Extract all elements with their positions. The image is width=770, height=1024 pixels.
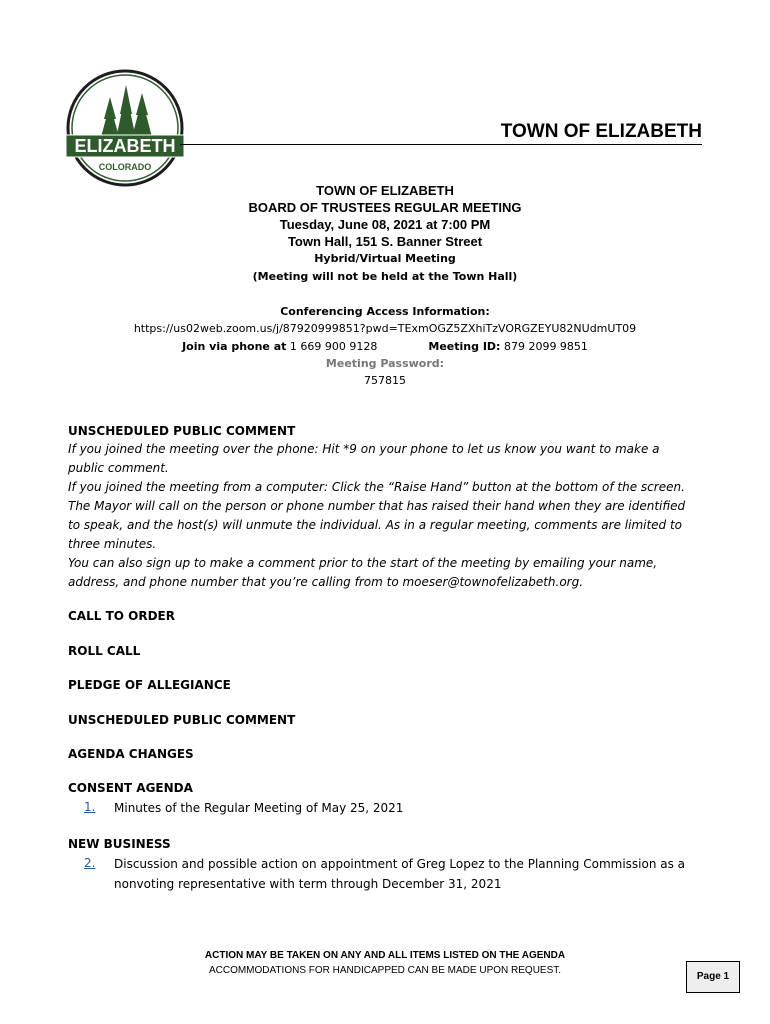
meeting-town: TOWN OF ELIZABETH <box>316 183 454 198</box>
zoom-link[interactable]: https://us02web.zoom.us/j/87920999851?pwd=TExmOGZ5ZXhiTzVORGZEYU82NUdmUT09 <box>133 322 637 335</box>
phone-number: 1 669 900 9128 <box>289 340 378 353</box>
public-comment-line: The Mayor will call on the person or phone number that has raised their hand when they are identified <box>68 499 686 513</box>
public-comment-heading: UNSCHEDULED PUBLIC COMMENT <box>68 424 296 438</box>
consent-item-text: Minutes of the Regular Meeting of May 25, 2021 <box>114 801 404 815</box>
password-value: 757815 <box>364 374 406 387</box>
public-comment-line: to speak, and the host(s) will unmute the individual. As in a regular meeting, comments are limited to <box>68 518 683 532</box>
meeting-date: Tuesday, June 08, 2021 at 7:00 PM <box>279 217 491 232</box>
item-number-link[interactable]: 2. <box>84 856 96 870</box>
new-business-item-line: nonvoting representative with term through December 31, 2021 <box>114 877 502 891</box>
section-new-business: NEW BUSINESS <box>68 837 171 851</box>
meeting-location: Town Hall, 151 S. Banner Street <box>287 234 483 249</box>
section-unscheduled: UNSCHEDULED PUBLIC COMMENT <box>68 713 296 727</box>
password-label: Meeting Password: <box>325 357 445 370</box>
meeting-id-label: Meeting ID: <box>428 340 501 353</box>
page-title: TOWN OF ELIZABETH <box>500 121 702 142</box>
section-pledge: PLEDGE OF ALLEGIANCE <box>68 678 231 692</box>
phone-line <box>0 338 770 355</box>
town-logo-graphic <box>66 69 184 187</box>
public-comment-line: three minutes. <box>68 537 157 551</box>
section-agenda-changes: AGENDA CHANGES <box>68 747 194 761</box>
meeting-id: 879 2099 9851 <box>503 340 588 353</box>
town-logo <box>66 69 184 187</box>
footer-accommodations-note: ACCOMMODATIONS FOR HANDICAPPED CAN BE MADE UPON REQUEST. <box>208 965 562 976</box>
header-divider <box>180 144 702 145</box>
logo-name: ELIZABETH <box>74 136 176 156</box>
phone-label: Join via phone at <box>182 340 287 353</box>
logo-state: COLORADO <box>98 162 152 172</box>
public-comment-line: You can also sign up to make a comment prior to the start of the meeting by emailing your name, <box>68 556 658 570</box>
public-comment-line: If you joined the meeting over the phone: Hit *9 on your phone to let us know you want to make a <box>68 442 660 456</box>
footer-action-note: ACTION MAY BE TAKEN ON ANY AND ALL ITEMS LISTED ON THE AGENDA <box>204 950 566 961</box>
meeting-mode: Hybrid/Virtual Meeting <box>314 252 456 265</box>
public-comment-text <box>68 440 708 592</box>
section-roll-call: ROLL CALL <box>68 644 141 658</box>
meeting-note: (Meeting will not be held at the Town Hall) <box>252 270 518 283</box>
public-comment-line: address, and phone number that you’re calling from to moeser@townofelizabeth.org. <box>68 575 584 589</box>
conferencing-heading: Conferencing Access Information: <box>280 305 490 318</box>
meeting-board: BOARD OF TRUSTEES REGULAR MEETING <box>248 200 522 215</box>
item-number-link[interactable]: 1. <box>84 800 96 814</box>
new-business-item-text <box>114 854 704 894</box>
public-comment-line: public comment. <box>68 461 169 475</box>
page-number-badge: Page 1 <box>686 961 740 993</box>
new-business-item-line: Discussion and possible action on appointment of Greg Lopez to the Planning Commission as a <box>114 857 686 871</box>
public-comment-line: If you joined the meeting from a computer: Click the “Raise Hand” button at the bottom of the screen. <box>68 480 685 494</box>
section-call-to-order: CALL TO ORDER <box>68 609 175 623</box>
section-consent: CONSENT AGENDA <box>68 781 193 795</box>
